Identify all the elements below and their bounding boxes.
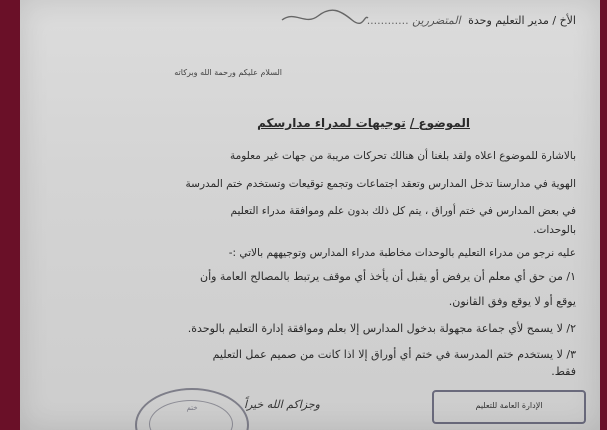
document-page	[20, 0, 600, 430]
item-3-line-1: ٣/ لا يستخدم ختم المدرسة في ختم أي أوراق إلا اذا كانت من صميم عمل التعليم	[212, 348, 576, 361]
paragraph-2: عليه نرجو من مدراء التعليم بالوحدات مخاطبة مدراء المدارس وتوجيههم بالاتي :-	[228, 247, 576, 259]
official-round-stamp	[135, 388, 249, 430]
paragraph-1-line-4: بالوحدات.	[533, 224, 576, 236]
paragraph-1-line-1: بالاشارة للموضوع اعلاه ولقد بلغنا أن هنالك تحركات مريبة من جهات غير معلومة	[229, 150, 576, 162]
handwritten-scribble	[280, 6, 370, 28]
item-1-line-1: ١/ من حق أي معلم أن يرفض أو يقبل أن يأخذ أي موقف يرتبط بالمصالح العامة وأن	[199, 270, 576, 283]
addressee-dots: ............	[366, 14, 409, 27]
official-rect-stamp: الإدارة العامة للتعليم	[432, 390, 586, 424]
greeting: السلام عليكم ورحمة الله وبركاته	[174, 68, 282, 77]
addressee-label: الأخ / مدير التعليم وحدة	[468, 14, 576, 27]
item-2: ٢/ لا يسمح لأي جماعة مجهولة بدخول المدارس إلا بعلم وموافقة إدارة التعليم بالوحدة.	[187, 322, 576, 335]
item-1-line-2: يوقع أو لا يوقع وفق القانون.	[448, 295, 576, 308]
addressee-line	[367, 14, 576, 27]
paragraph-1-line-2: الهوية في مدارسنا تدخل المدارس وتعقد اجتماعات وتجمع توقيعات وتستخدم ختم المدرسة	[185, 178, 576, 190]
item-3-line-2: فقط.	[551, 365, 576, 378]
subject-text: توجيهات لمدراء مدارسكم	[257, 116, 406, 130]
paragraph-1-line-3: في بعض المدارس في ختم أوراق ، يتم كل ذلك بدون علم وموافقة مدراء التعليم	[230, 205, 576, 217]
addressee-handwritten: المتضررين	[412, 14, 461, 27]
subject-line	[257, 116, 470, 130]
closing-text: وجزاكم الله خيراً	[244, 398, 320, 411]
subject-label: الموضوع /	[409, 116, 470, 130]
stamp-left-text: ختم	[186, 404, 198, 412]
